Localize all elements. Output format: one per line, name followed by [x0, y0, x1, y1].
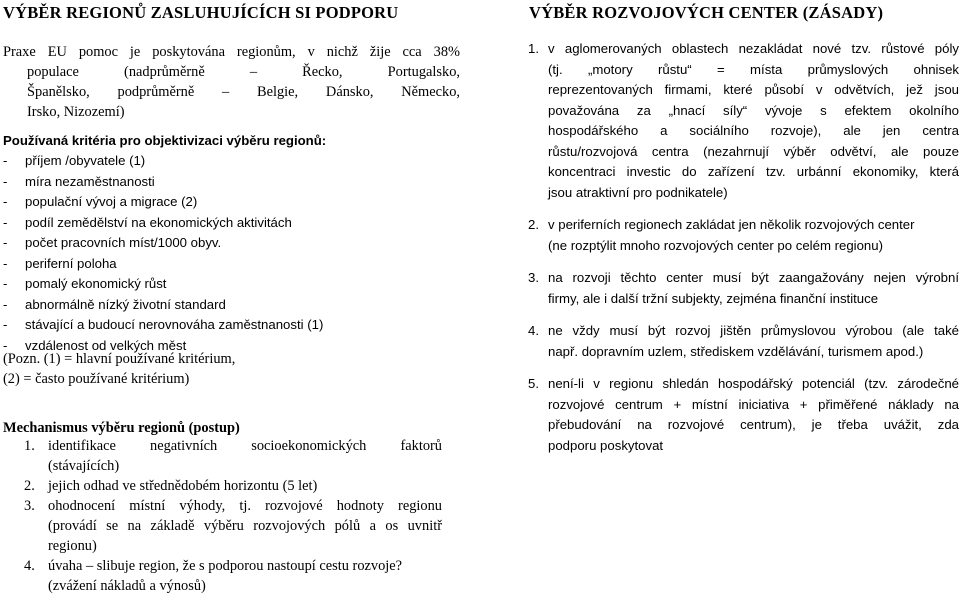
list-item: - abnormálně nízký životní standard	[3, 296, 226, 312]
criteria-heading: Používaná kritéria pro objektivizaci výběru regionů:	[3, 133, 327, 148]
list-item: 3. na rozvoji těchto center musí být zaangažovány nejen výrobní firmy, ale i další tržní subjekty, zejména finanční instituce	[528, 270, 959, 306]
criteria-note	[3, 349, 363, 389]
list-item: 4. ne vždy musí být rozvoj jištěn průmyslovou výrobou (ale také např. dopravním uzlem, střediskem vzdělávání, turismem apod.)	[528, 323, 959, 359]
note-line: (2) = často používané kritérium)	[3, 371, 190, 387]
list-item: - stávající a budoucí nerovnováha zaměstnanosti (1)	[3, 317, 324, 332]
left-title: VÝBĚR REGIONŮ ZASLUHUJÍCÍCH SI PODPORU	[3, 3, 399, 22]
list-item: - periferní poloha	[3, 255, 117, 271]
intro-paragraph	[3, 42, 460, 122]
list-item: 5. není-li v regionu shledán hospodářský potenciál (tzv. zárodečné rozvojové centrum + místní iniciativa + přiměřené náklady na přebudování na rozvojové centrum), je třeba uvážit, zda podporu poskytovat	[528, 376, 959, 453]
mechanism-list	[24, 436, 442, 596]
intro-line: populace (nadprůměrně – Řecko, Portugalsko,	[27, 64, 460, 80]
list-item: - míra nezaměstnanosti	[3, 173, 155, 189]
list-item: - populační vývoj a migrace (2)	[3, 194, 198, 209]
list-item: - pomalý ekonomický růst	[3, 276, 167, 291]
list-item: 2. jejich odhad ve střednědobém horizontu (5 let)	[24, 478, 318, 494]
list-item: - příjem /obyvatele (1)	[3, 153, 146, 168]
criteria-list	[3, 151, 323, 356]
intro-line: Španělsko, podprůměrně – Belgie, Dánsko, Německo,	[27, 84, 460, 100]
principles-list	[527, 39, 959, 468]
list-item: 3. ohodnocení místní výhody, tj. rozvojové hodnoty regionu (provádí se na základě výběru rozvojových pólů a os uvnitř regionu)	[24, 498, 442, 554]
list-item: - vzdálenost od velkých měst	[3, 337, 187, 353]
list-item: 1. v aglomerovaných oblastech nezakládat nové tzv. růstové póly (tj. „motory růstu“ = místa průmyslových ohnisek reprezentovaných firmami, které působí v odvětvích, jež jsou považována za „hnací síly“ vývoje s efektem okolního hospodářského a sociálního rozvoje), ale jen centra růstu/rozvojová centra (nezahrnují výběr odvětví, ale pouze koncentraci investic do zařízení tzv. urbánní ekonomiky, která jsou atraktivní pro podnikatele)	[528, 41, 959, 200]
list-item: 2. v periferních regionech zakládat jen několik rozvojových center (ne rozptýlit mnoho rozvojových center po celém regionu)	[528, 217, 915, 253]
intro-line: Irsko, Nizozemí)	[27, 104, 125, 120]
list-item: - podíl zemědělství na ekonomických aktivitách	[3, 214, 292, 230]
mechanism-heading: Mechanismus výběru regionů (postup)	[3, 420, 240, 436]
intro-line: Praxe EU pomoc je poskytována regionům, v nichž žije cca 38%	[3, 44, 460, 60]
list-item: 1. identifikace negativních socioekonomických faktorů (stávajících)	[24, 438, 442, 474]
right-title: VÝBĚR ROZVOJOVÝCH CENTER (ZÁSADY)	[529, 3, 884, 22]
list-item: - počet pracovních míst/1000 obyv.	[3, 235, 222, 250]
note-line: (Pozn. (1) = hlavní používané kritérium,	[3, 351, 236, 367]
list-item: 4. úvaha – slibuje region, že s podporou nastoupí cestu rozvoje? (zvážení nákladů a výnosů)	[24, 558, 403, 594]
